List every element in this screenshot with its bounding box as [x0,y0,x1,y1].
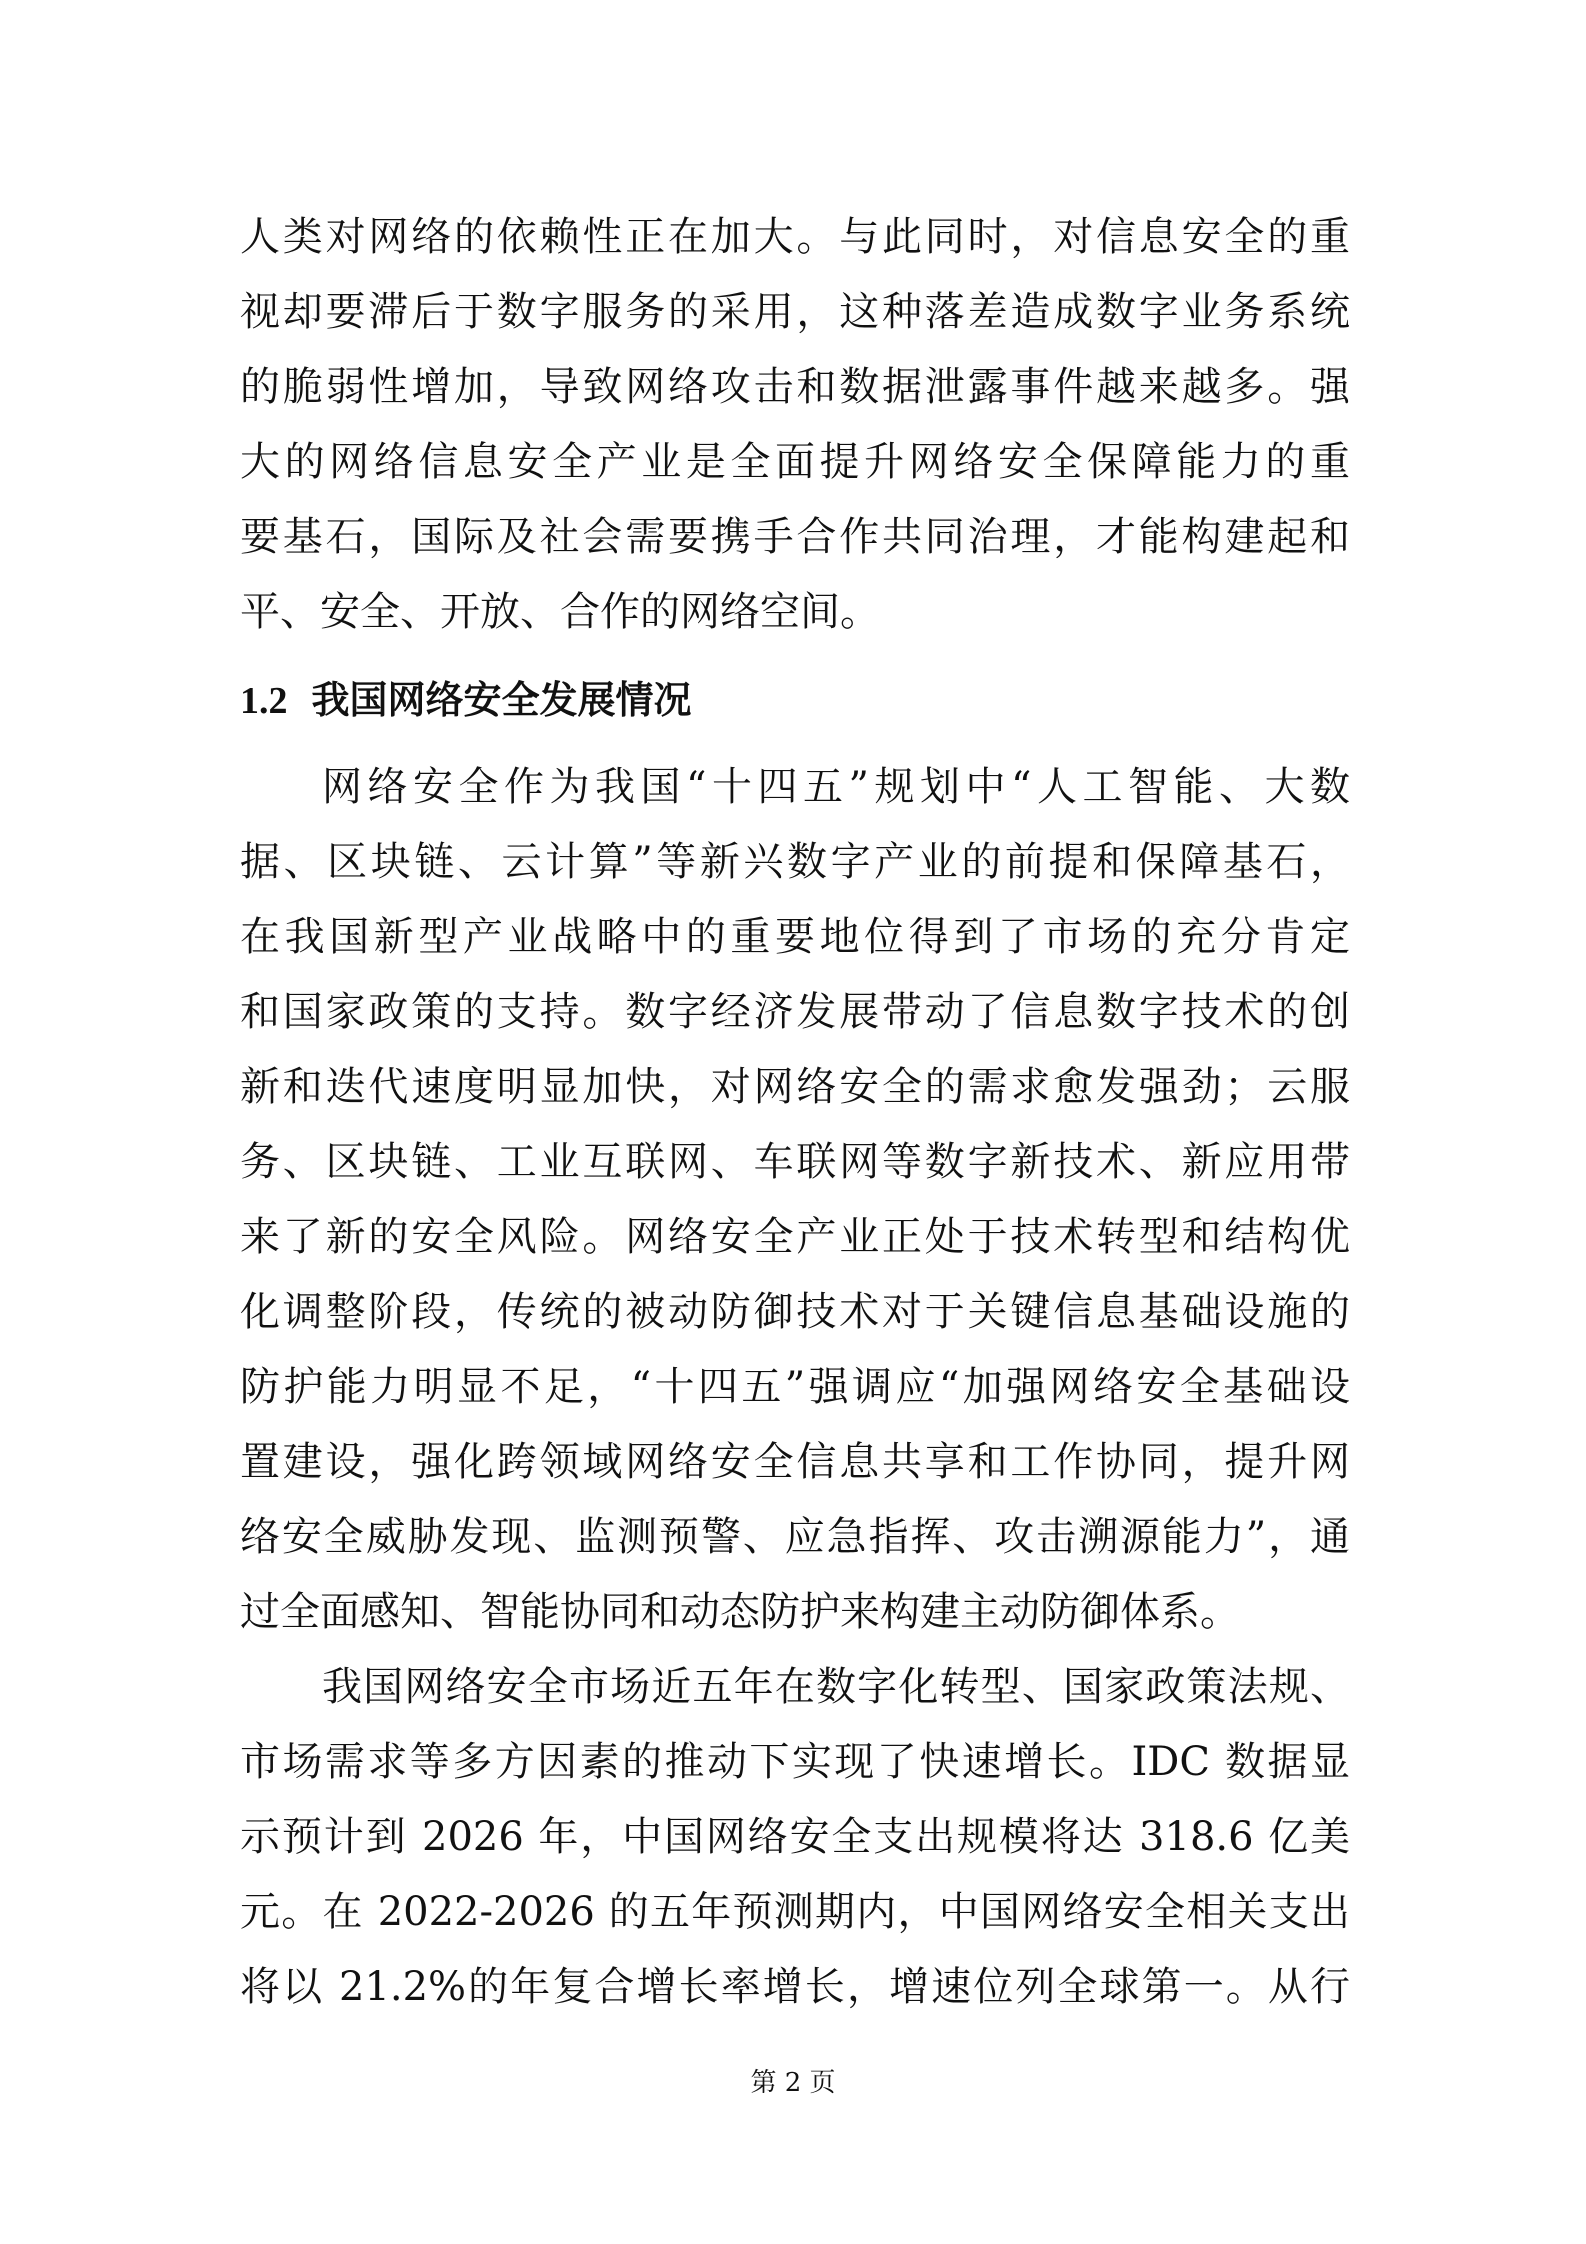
paragraph-line: 和国家政策的支持。数字经济发展带动了信息数字技术的创 [240,989,1350,1035]
paragraph-line: 示预计到 2026 年，中国网络安全支出规模将达 318.6 亿美 [240,1814,1350,1860]
paragraph-line: 网络安全作为我国“十四五”规划中“人工智能、大数 [322,764,1350,810]
paragraph-line: 市场需求等多方因素的推动下实现了快速增长。IDC 数据显 [240,1739,1350,1785]
paragraph-line: 来了新的安全风险。网络安全产业正处于技术转型和结构优 [240,1214,1350,1260]
paragraph-line: 元。在 2022-2026 的五年预测期内，中国网络安全相关支出 [240,1889,1350,1935]
paragraph-line: 化调整阶段，传统的被动防御技术对于关键信息基础设施的 [240,1289,1350,1335]
page-number-footer: 第 2 页 [750,2068,836,2098]
paragraph-line: 络安全威胁发现、监测预警、应急指挥、攻击溯源能力”，通 [240,1514,1350,1560]
paragraph-line: 人类对网络的依赖性正在加大。与此同时，对信息安全的重 [240,214,1350,260]
paragraph-line: 务、区块链、工业互联网、车联网等数字新技术、新应用带 [240,1139,1350,1185]
paragraph-1 [240,200,1350,650]
paragraph-line: 的脆弱性增加，导致网络攻击和数据泄露事件越来越多。强 [240,364,1350,410]
section-heading [240,650,1350,750]
paragraph-line: 过全面感知、智能协同和动态防护来构建主动防御体系。 [240,1589,1240,1635]
paragraph-line: 将以 21.2%的年复合增长率增长，增速位列全球第一。从行 [240,1964,1350,2010]
paragraph-line: 我国网络安全市场近五年在数字化转型、国家政策法规、 [322,1664,1350,1710]
paragraph-line: 在我国新型产业战略中的重要地位得到了市场的充分肯定 [240,914,1350,960]
paragraph-3 [240,1650,1350,2025]
paragraph-2 [240,750,1350,1650]
paragraph-line: 要基石，国际及社会需要携手合作共同治理，才能构建起和 [240,514,1350,560]
paragraph-line: 视却要滞后于数字服务的采用，这种落差造成数字业务系统 [240,289,1350,335]
section-number: 1.2 [240,680,288,722]
paragraph-line: 大的网络信息安全产业是全面提升网络安全保障能力的重 [240,439,1350,485]
paragraph-line: 置建设，强化跨领域网络安全信息共享和工作协同，提升网 [240,1439,1350,1485]
paragraph-line: 据、区块链、云计算”等新兴数字产业的前提和保障基石， [240,839,1350,885]
page-content [240,200,1350,2025]
paragraph-line: 防护能力明显不足，“十四五”强调应“加强网络安全基础设 [240,1364,1350,1410]
paragraph-line: 新和迭代速度明显加快，对网络安全的需求愈发强劲；云服 [240,1064,1350,1110]
paragraph-line: 平、安全、开放、合作的网络空间。 [240,589,880,635]
section-title-text: 我国网络安全发展情况 [311,678,692,722]
